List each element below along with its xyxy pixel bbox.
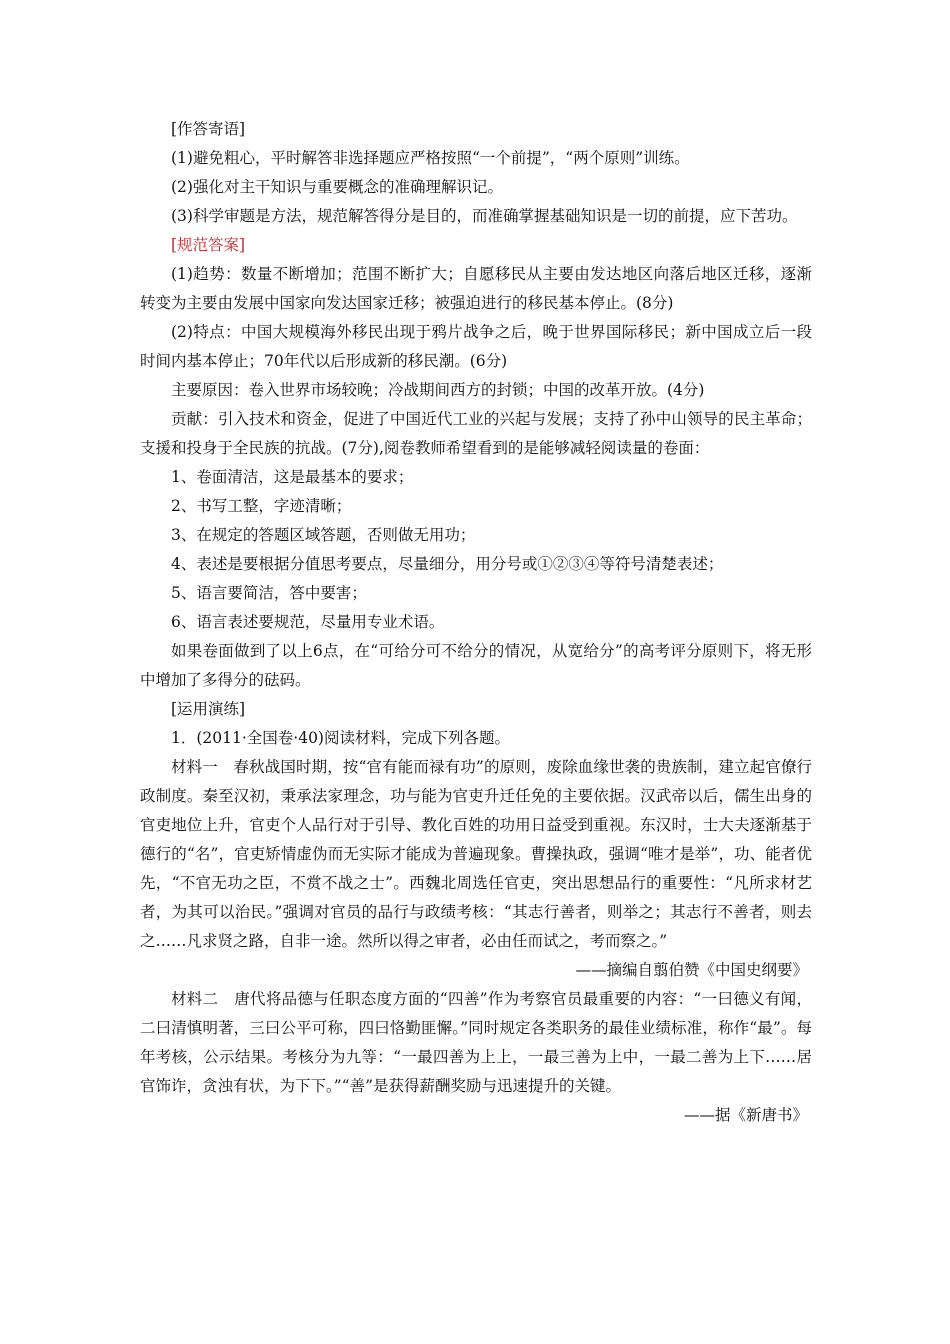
section-title-zuoda: [作答寄语] [171,120,246,138]
list-item: 1、卷面清洁，这是最基本的要求； [171,468,414,486]
guifan-item-2: (2)特点：中国大规模海外移民出现于鸦片战争之后，晚于世界国际移民；新中国成立后一段时间内基本停止；70年代以后形成新的移民潮。(6分) [140,323,812,370]
guifan-item-3: 主要原因：卷入世界市场较晚；冷战期间西方的封锁；中国的改革开放。(4分) [171,381,705,399]
material-one: 材料一 春秋战国时期，按“官有能而禄有功”的原则，废除血缘世袭的贵族制，建立起官僚行政制度。秦至汉初，秉承法家理念，功与能为官吏升迁任免的主要依据。汉武帝以后，儒生出身的官吏地位上升，官吏个人品行对于引导、教化百姓的功用日益受到重视。东汉时，士大夫逐渐基于德行的“名”，官吏矫情虚伪而无实际才能成为普遍现象。曹操执政，强调“唯才是举”，功、能者优先，“不官无功之臣，不赏不战之士”。西魏北周选任官吏，突出思想品行的重要性：“凡所求材艺者，为其可以治民。”强调对官员的品行与政绩考核：“其志行善者，则举之；其志行不善者，则去之……凡求贤之路，自非一途。然所以得之审者，必由任而试之，考而察之。” [140,758,812,950]
zuoda-item-1: (1)避免粗心，平时解答非选择题应严格按照“一个前提”，“两个原则”训练。 [171,149,690,167]
list-item: 2、书写工整，字迹清晰； [171,497,352,515]
material-one-source: ——摘编自翦伯赞《中国史纲要》 [575,961,808,979]
question-stem: 1．(2011·全国卷·40)阅读材料，完成下列各题。 [171,729,510,747]
material-two-source: ——据《新唐书》 [683,1106,808,1124]
list-item: 5、语言要简洁，答中要害； [171,584,367,602]
section-title-yunyong: [运用演练] [171,700,246,718]
document-page [140,115,812,1130]
list-item: 3、在规定的答题区域答题，否则做无用功； [171,526,476,544]
summary-paragraph: 如果卷面做到了以上6点，在“可给分可不给分的情况，从宽给分”的高考评分原则下，将无形中增加了多得分的砝码。 [140,642,812,689]
list-item: 4、表述是要根据分值思考要点，尽量细分，用分号或①②③④等符号清楚表述； [171,555,724,573]
zuoda-item-2: (2)强化对主干知识与重要概念的准确理解识记。 [171,178,503,196]
zuoda-item-3: (3)科学审题是方法，规范解答得分是目的，而准确掌握基础知识是一切的前提，应下苦功。 [171,207,798,225]
guifan-item-4: 贡献：引入技术和资金，促进了中国近代工业的兴起与发展；支持了孙中山领导的民主革命；支援和投身于全民族的抗战。(7分),阅卷教师希望看到的是能够减轻阅读量的卷面： [140,410,812,457]
guifan-item-1: (1)趋势：数量不断增加；范围不断扩大；自愿移民从主要由发达地区向落后地区迁移，逐渐转变为主要由发展中国家向发达国家迁移；被强迫进行的移民基本停止。(8分) [140,265,812,312]
section-title-guifan: [规范答案] [171,236,246,254]
list-item: 6、语言表述要规范，尽量用专业术语。 [171,613,445,631]
material-two: 材料二 唐代将品德与任职态度方面的“四善”作为考察官员最重要的内容：“一曰德义有闻，二曰清慎明著，三曰公平可称，四曰恪勤匪懈。”同时规定各类职务的最佳业绩标准，称作“最”。每年考核，公示结果。考核分为九等：“一最四善为上上，一最三善为上中，一最二善为上下……居官饰诈，贪浊有状，为下下。”“善”是获得薪酬奖励与迅速提升的关键。 [140,990,812,1095]
